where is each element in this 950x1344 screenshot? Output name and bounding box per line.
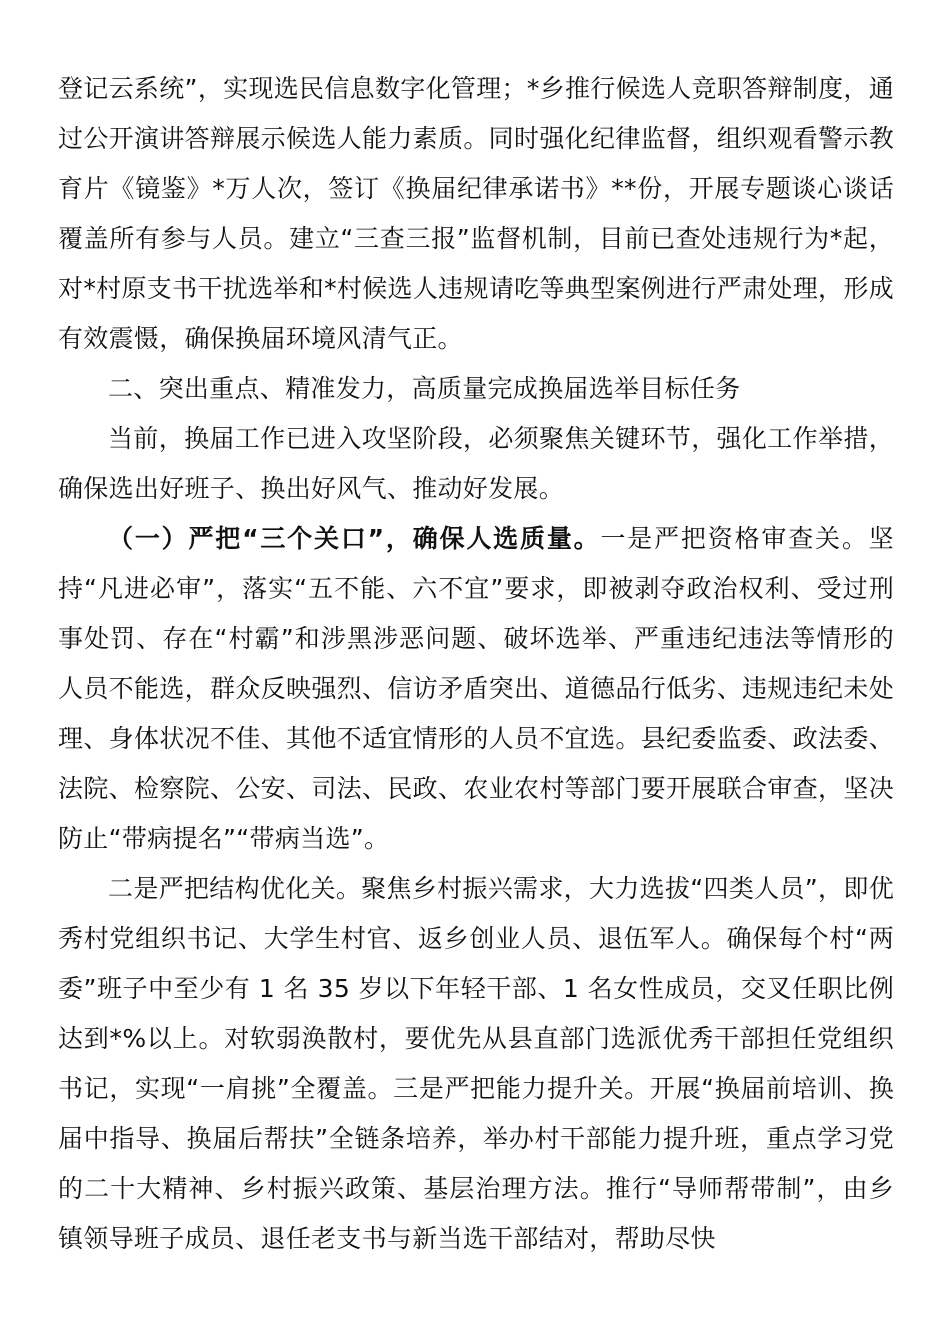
document-page — [58, 64, 894, 1264]
body-paragraph-3: 当前，换届工作已进入攻坚阶段，必须聚焦关键环节，强化工作举措，确保选出好班子、换出好风气、推动好发展。 — [58, 424, 894, 503]
body-paragraph-4-text: 一是严把资格审查关。坚持“凡进必审”，落实“五不能、六不宜”要求，即被剥夺政治权利、受过刑事处罚、存在“村霸”和涉黑涉恶问题、破坏选举、严重违纪违法等情形的人员不能选，群众反映强烈、信访矛盾突出、道德品行低劣、违规违纪未处理、身体状况不佳、其他不适宜情形的人员不宜选。县纪委监委、政法委、法院、检察院、公安、司法、民政、农业农村等部门要开展联合审查，坚决防止“带病提名”“带病当选”。 — [58, 524, 894, 853]
body-paragraph-4 — [58, 514, 894, 864]
body-paragraph-5: 二是严把结构优化关。聚焦乡村振兴需求，大力选拔“四类人员”，即优秀村党组织书记、大学生村官、返乡创业人员、退伍军人。确保每个村“两委”班子中至少有 1 名 35 岁以下年轻干部、1 名女性成员，交叉任职比例达到*%以上。对软弱涣散村，要优先从县直部门选派优秀干部担任党组织书记，实现“一肩挑”全覆盖。三是严把能力提升关。开展“换届前培训、换届中指导、换届后帮扶”全链条培养，举办村干部能力提升班，重点学习党的二十大精神、乡村振兴政策、基层治理方法。推行“导师帮带制”，由乡镇领导班子成员、退任老支书与新当选干部结对，帮助尽快 — [58, 874, 894, 1253]
subsection-heading-1: （一）严把“三个关口”，确保人选质量。 — [108, 524, 601, 553]
body-paragraph-1: 登记云系统”，实现选民信息数字化管理；*乡推行候选人竞职答辩制度，通过公开演讲答辩展示候选人能力素质。同时强化纪律监督，组织观看警示教育片《镜鉴》*万人次，签订《换届纪律承诺书》**份，开展专题谈心谈话覆盖所有参与人员。建立“三查三报”监督机制，目前已查处违规行为*起，对*村原支书干扰选举和*村候选人违规请吃等典型案例进行严肃处理，形成有效震慑，确保换届环境风清气正。 — [58, 74, 894, 353]
section-heading-2: 二、突出重点、精准发力，高质量完成换届选举目标任务 — [108, 374, 741, 403]
